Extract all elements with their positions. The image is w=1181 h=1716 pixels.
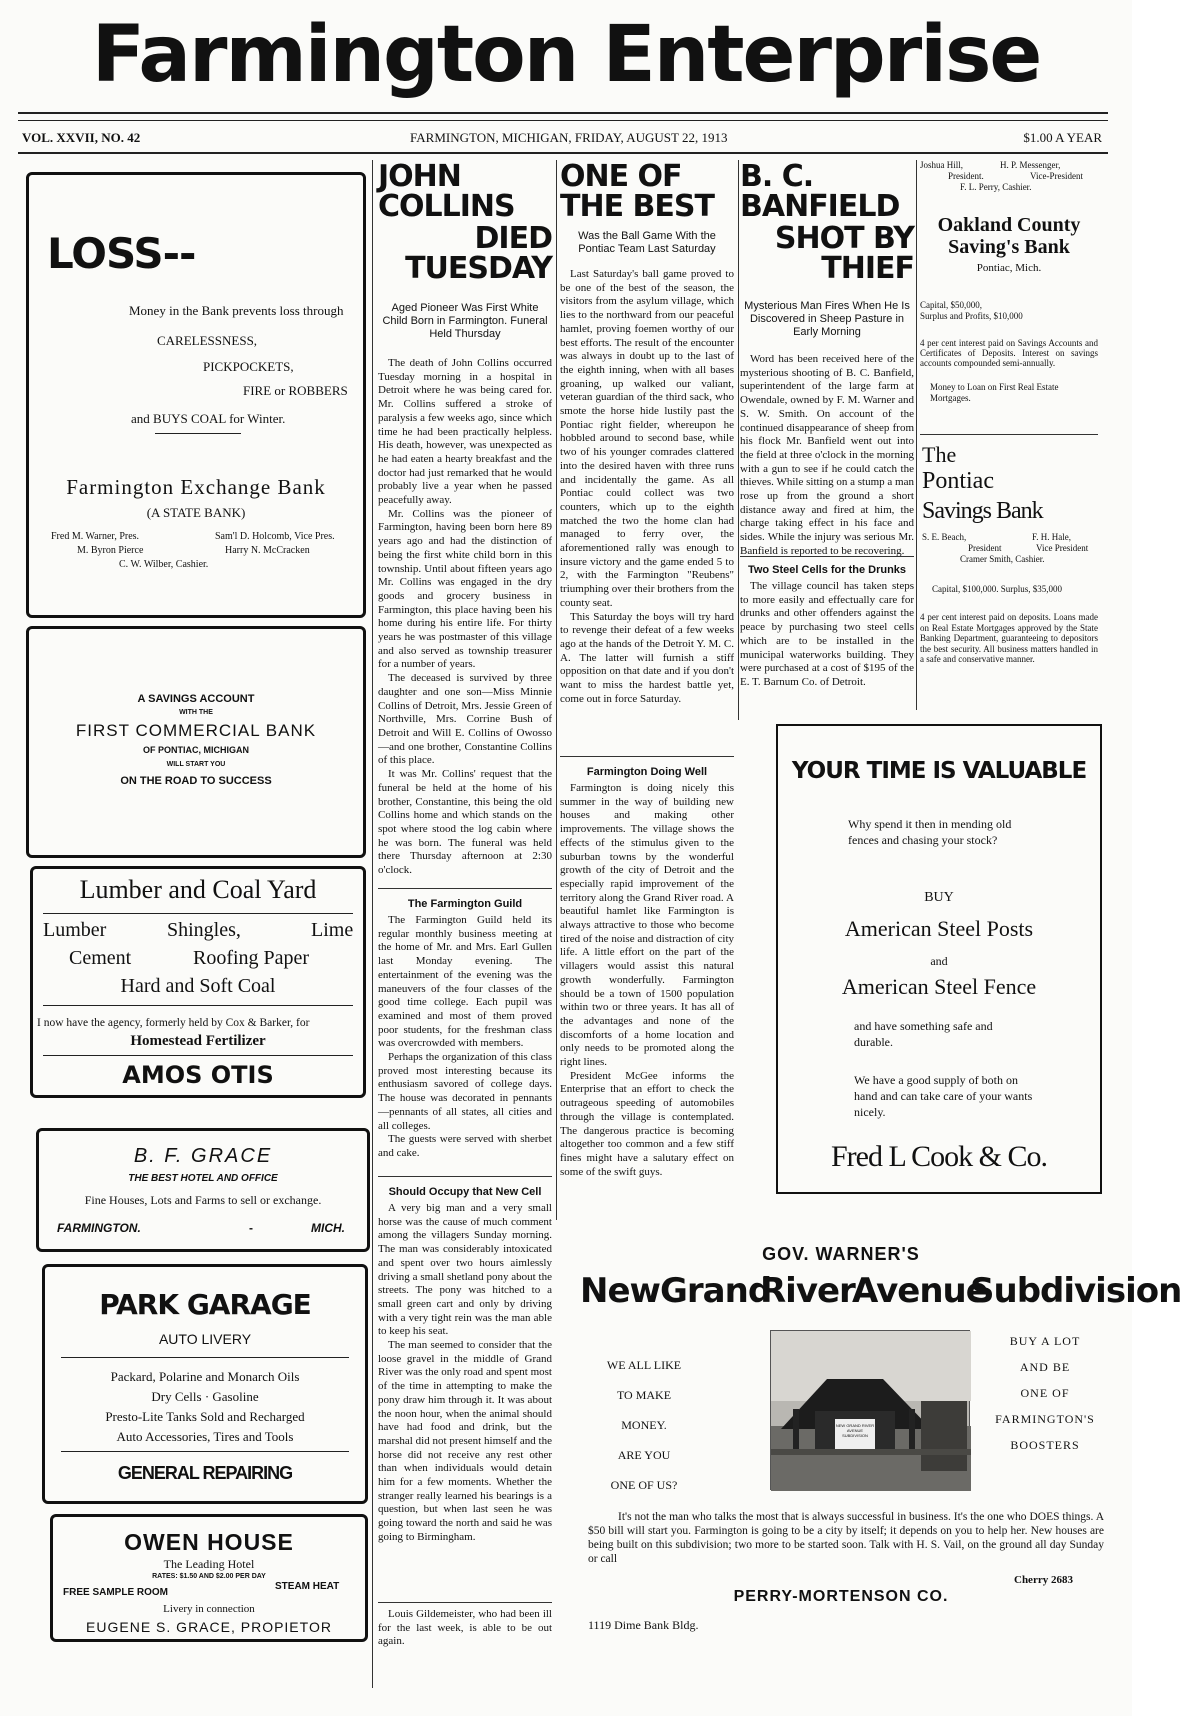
officer: President. bbox=[948, 171, 984, 181]
officer: F. L. Perry, Cashier. bbox=[960, 182, 1032, 192]
divider bbox=[740, 556, 914, 557]
ad-text: 4 per cent interest paid on Savings Accounts and Certificates of Deposits. Interest on savings accounts compounded semi-annually. bbox=[920, 338, 1098, 368]
paragraph: The guests were served with sherbet and cake. bbox=[378, 1133, 552, 1159]
paragraph: A very big man and a very small horse was the cause of much comment among the villagers Sunday morning. The man was considerably intoxicated and spent over two hours aimlessly driving a small shetland pony about the streets. The pony was hitched to a small green cart and only by driving with a very tight rein was the man able to keep his seat. bbox=[378, 1202, 552, 1338]
photo-sign-text: NEW GRAND RIVER AVENUE SUBDIVISION bbox=[835, 1423, 875, 1438]
officer: Joshua Hill, bbox=[920, 160, 964, 170]
ad-text: Lumber bbox=[43, 919, 107, 941]
paragraph: Farmington is doing nicely this summer in the way of building new houses and making other improvements. The village shows the effects of the stimulus given to the suburban towns by the wonderful growth of the city of Detroit and the especially rapid improvement of the territory along the Grand River road. A beautiful hamlet like Farmington is always attractive to those who become tired of the noise and distraction of city life. A little effort on the part of the villagers would assist this natural growth wonderfully. Farmington should be a town of 1500 population within two or three years. It has all of the advantages and none of the discomforts of a home location and only needs to be promoted along the right lines. bbox=[560, 782, 734, 1069]
ad-text: ON THE ROAD TO SUCCESS bbox=[120, 775, 272, 787]
ad-text: FARMINGTON. bbox=[57, 1221, 141, 1235]
article-guild bbox=[378, 892, 552, 1180]
ad-text: Surplus and Profits, $10,000 bbox=[920, 311, 1023, 321]
ad-text: ARE YOU bbox=[617, 1448, 671, 1462]
headline: Farmington Doing Well bbox=[586, 766, 708, 778]
bank-name: Pontiac bbox=[922, 468, 994, 494]
ad-text: Why spend it then in mending old fences and chasing your stock? bbox=[848, 817, 1012, 847]
masthead-rule-mid bbox=[18, 120, 1108, 121]
headline: DIED TUESDAY bbox=[405, 221, 552, 286]
headline: JOHN COLLINS bbox=[378, 159, 515, 224]
column-divider bbox=[738, 160, 739, 720]
subscription-price: $1.00 A YEAR bbox=[1023, 130, 1102, 145]
article-body bbox=[560, 782, 734, 1218]
ad-address: 1119 Dime Bank Bldg. bbox=[588, 1618, 699, 1632]
divider bbox=[43, 1005, 353, 1006]
ad-phone: Cherry 2683 bbox=[1014, 1574, 1073, 1586]
ad-text: Fine Houses, Lots and Farms to sell or exchange. bbox=[84, 1193, 322, 1207]
ad-text: Livery in connection bbox=[163, 1603, 255, 1615]
ad-text: 4 per cent interest paid on deposits. Loans made on Real Estate Mortgages approved by the State Banking Department, guaranteeing to depositors the best security. All business matters handled in a safe and conservative manner. bbox=[920, 612, 1098, 664]
article-doing-well bbox=[560, 760, 734, 1218]
ad-bf-grace bbox=[36, 1128, 370, 1252]
ad-right-slogan bbox=[988, 1328, 1102, 1458]
article-steel-cells bbox=[740, 558, 914, 716]
ad-text: and bbox=[930, 954, 948, 968]
headline: ONE OF THE BEST bbox=[560, 159, 714, 224]
ad-subtitle: AUTO LIVERY bbox=[158, 1331, 252, 1347]
bank-name: The bbox=[922, 442, 957, 467]
ad-title: Subdivision bbox=[970, 1271, 1181, 1311]
article-body bbox=[560, 268, 734, 764]
paragraph: The death of John Collins occurred Tuesday morning in a hospital in Detroit where he was being cared for. Mr. Collins suffered a stroke of paralysis a few weeks ago, since which time he had been practically helpless. His death, however, was unexpected as he had eaten a hearty breakfast and the doctor had just remarked that he would probably live a year when he passed peacefully away. bbox=[378, 357, 552, 507]
ad-text: ONE OF bbox=[1020, 1386, 1070, 1400]
ad-title: River bbox=[760, 1271, 855, 1311]
ad-text: BOOSTERS bbox=[1010, 1438, 1080, 1452]
bank-name: Savings Bank bbox=[922, 498, 1043, 524]
volume-number: VOL. XXVII, NO. 42 bbox=[22, 130, 141, 145]
ad-text: ONE OF US? bbox=[610, 1478, 678, 1492]
ad-text: Lime bbox=[311, 919, 354, 941]
ad-text: FARMINGTON'S bbox=[995, 1412, 1095, 1426]
ad-text: MICH. bbox=[311, 1221, 345, 1235]
ad-text: Presto-Lite Tanks Sold and Recharged bbox=[105, 1409, 305, 1424]
ad-left-slogan bbox=[594, 1350, 694, 1500]
subdivision-photo bbox=[770, 1330, 970, 1490]
officer: Cramer Smith, Cashier. bbox=[960, 554, 1045, 564]
article-gildemeister bbox=[378, 1608, 552, 1652]
divider bbox=[378, 1602, 552, 1603]
ad-text: AND BE bbox=[1019, 1360, 1071, 1374]
ad-text: A SAVINGS ACCOUNT bbox=[137, 693, 255, 705]
divider bbox=[378, 888, 552, 889]
building-icon bbox=[771, 1331, 971, 1491]
ad-text: WILL START YOU bbox=[166, 761, 226, 768]
ad-text: CARELESSNESS, bbox=[157, 333, 258, 348]
article-banfield bbox=[740, 159, 914, 599]
ad-text: OF PONTIAC, MICHIGAN bbox=[143, 745, 249, 755]
article-body bbox=[378, 357, 552, 957]
ad-text: FREE SAMPLE ROOM bbox=[63, 1587, 169, 1598]
ad-text: and BUYS COAL for Winter. bbox=[131, 411, 286, 426]
ad-text: Shingles, bbox=[167, 919, 241, 941]
ad-text: The Leading Hotel bbox=[163, 1557, 255, 1571]
bank-name: Oakland County bbox=[937, 214, 1081, 236]
ad-text: FIRE or ROBBERS bbox=[243, 383, 348, 398]
ad-title: B. F. GRACE bbox=[133, 1145, 273, 1167]
ad-text: Homestead Fertilizer bbox=[130, 1033, 266, 1049]
ad-text: Pontiac, Mich. bbox=[976, 262, 1042, 274]
ad-title: New bbox=[580, 1271, 660, 1311]
ad-text: WE ALL LIKE bbox=[606, 1358, 682, 1372]
ad-subtitle: GOV. WARNER'S bbox=[762, 1244, 920, 1264]
deck: Was the Ball Game With the Pontiac Team Last Saturday bbox=[578, 230, 716, 255]
paragraph: Mr. Collins was the pioneer of Farmington, having been born here 89 years ago and had the distinction of being the first white child born in this township. Until about fifteen years ago Mr. Collins was engaged in the dry goods and grocery business in Farmington, this place having been his home during his entire life. For thirty years he was postmaster of this village and also served as township treasurer for a number of years. bbox=[378, 507, 552, 671]
advertiser-name: AMOS OTIS bbox=[122, 1061, 274, 1089]
ad-text: MONEY. bbox=[621, 1418, 667, 1432]
ad-text: BUY A LOT bbox=[1009, 1334, 1081, 1348]
ad-text: Roofing Paper bbox=[193, 947, 310, 969]
ad-fred-l-cook bbox=[776, 724, 1102, 1194]
ad-text: Dry Cells · Gasoline bbox=[151, 1389, 259, 1404]
ad-text: GENERAL REPAIRING bbox=[117, 1463, 293, 1483]
bank-name: Farmington Exchange Bank bbox=[66, 475, 326, 499]
officer: Vice President bbox=[1036, 543, 1089, 553]
ad-text: American Steel Posts bbox=[844, 916, 1034, 941]
headline: SHOT BY THIEF bbox=[774, 221, 914, 286]
ad-title: Avenue bbox=[852, 1271, 988, 1311]
ad-pontiac-savings-bank bbox=[920, 438, 1098, 706]
ad-text: PICKPOCKETS, bbox=[203, 359, 294, 374]
paragraph: President McGee informs the Enterprise that an effort to check the outrageous speeding of automobiles through the village is contemplated. The dangerous practice is becoming altogether too common and a few stiff fines might have a salutary effect on some of the swift guys. bbox=[560, 1069, 734, 1178]
ad-text: Money in the Bank prevents loss through bbox=[129, 303, 344, 318]
place-date: FARMINGTON, MICHIGAN, FRIDAY, AUGUST 22, 1913 bbox=[410, 130, 728, 145]
article-body bbox=[378, 914, 552, 1180]
paragraph: The deceased is survived by three daughter and one son—Miss Minnie Collins of Detroit, Mrs. Jessie Green of Northville, Mrs. Corrine Bush of Detroit and Will E. Collins of Owosso—and one brother, Constantine Collins of this place. bbox=[378, 672, 552, 767]
headline: B. C. BANFIELD bbox=[740, 159, 900, 224]
bank-name: Saving's Bank bbox=[948, 236, 1070, 258]
paragraph: Word has been received here of the mysterious shooting of B. C. Banfield, superintendent of the large farm at Owendale, owned by F. M. Warner and S. W. Smith. On account of the continued disappearance of sheep from his flock Mr. Banfield went out into the field at three o'clock in the morning with a gun to see if he could catch the thieves. While sitting on a stump a man rose up from the ground a short distance away and fired at him, the charge taking effect in his face and sides. While the injury was serious Mr. Banfield is reported to be recovering. bbox=[740, 353, 914, 557]
divider bbox=[378, 1176, 552, 1177]
officer: President bbox=[968, 543, 1002, 553]
article-body bbox=[378, 1202, 552, 1608]
ad-text: Auto Accessories, Tires and Tools bbox=[116, 1429, 294, 1444]
headline: Two Steel Cells for the Drunks bbox=[747, 564, 907, 576]
ad-farmington-exchange-bank bbox=[26, 172, 366, 618]
advertiser-name: Fred L Cook & Co. bbox=[830, 1140, 1048, 1173]
officer: H. P. Messenger, bbox=[1000, 160, 1061, 170]
ad-first-commercial-bank bbox=[26, 626, 366, 858]
ad-text: Capital, $50,000, bbox=[920, 300, 982, 310]
paragraph: The Farmington Guild held its regular monthly business meeting at the home of Mr. and Mrs. Earl Gullen last Monday evening. The entertainment of the evening was the maneuvers of the four classes of the good time college. Each pupil was examined and most of them proved poor students, for the freshman class was overcrowded with members. bbox=[378, 914, 552, 1050]
ad-park-garage bbox=[42, 1264, 368, 1504]
deck: Mysterious Man Fires When He Is Discovered in Sheep Pasture in Early Morning bbox=[744, 300, 910, 338]
officer: Fred M. Warner, Pres. bbox=[51, 531, 140, 542]
ad-text: Cement bbox=[69, 947, 132, 969]
ad-oakland-county-savings-bank bbox=[920, 160, 1098, 430]
deck: Aged Pioneer Was First White Child Born in Farmington. Funeral Held Thursday bbox=[382, 302, 548, 340]
officer: Harry N. McCracken bbox=[225, 545, 310, 556]
dateline bbox=[18, 127, 1108, 149]
divider bbox=[560, 756, 734, 757]
article-ball-game bbox=[560, 159, 734, 764]
column-divider bbox=[916, 160, 917, 710]
ad-text: BUY bbox=[924, 890, 954, 905]
ad-text: Capital, $100,000. Surplus, $35,000 bbox=[932, 584, 1062, 594]
ad-text: We have a good supply of both on hand and can take care of your wants nicely. bbox=[854, 1073, 1033, 1119]
headline: Should Occupy that New Cell bbox=[388, 1186, 542, 1198]
officer: M. Byron Pierce bbox=[77, 545, 144, 556]
ad-text: TO MAKE bbox=[616, 1388, 672, 1402]
paragraph: Last Saturday's ball game proved to be one of the best of the season, the visitors from the asylum village, which lies to the northward from our peaceful hamlet, proving foemen worthy of our best efforts. The result of the encounter was always in doubt up to the last of the eighth inning, when with all bases groaning, up walked our valiant, veteran guardian of the third sack, who smote the horse hide lustily past the Pontiac right fielder, whereupon he hobbled around to second base, while two of his younger comrades clattered into the desired haven with three runs and incidentally the game. As all Pontiac could collect was two counters, which up to the eighth matched the two the home clan had managed to ferry over, the aforementioned rally was enough to insure victory and the game ended 5 to 2, with the Farmington "Reubens" triumphing over their brothers from the county seat. bbox=[560, 268, 734, 609]
officer: Vice-President bbox=[1030, 171, 1083, 181]
bank-name: FIRST COMMERCIAL BANK bbox=[75, 721, 317, 740]
advertiser-name: PERRY-MORTENSON CO. bbox=[733, 1588, 949, 1605]
divider bbox=[155, 433, 241, 434]
ad-text: and have something safe and durable. bbox=[854, 1019, 993, 1049]
ad-title: YOUR TIME IS VALUABLE bbox=[791, 758, 1087, 784]
ad-title: LOSS-- bbox=[47, 229, 196, 278]
article-new-cell bbox=[378, 1180, 552, 1608]
divider bbox=[61, 1451, 349, 1452]
divider bbox=[43, 913, 353, 914]
article-collins bbox=[378, 159, 552, 957]
ad-text: I now have the agency, formerly held by Cox & Barker, for bbox=[37, 1017, 310, 1029]
ad-text: STEAM HEAT bbox=[275, 1581, 340, 1592]
ad-grand-river-subdivision bbox=[576, 1244, 1181, 1664]
officer: F. H. Hale, bbox=[1032, 532, 1072, 542]
paragraph: Perhaps the organization of this class proved most interesting because its enthusiasm savored of college days. The house was decorated in pennants—pennants of all states, all cities and all colleges. bbox=[378, 1051, 552, 1132]
paragraph: Louis Gildemeister, who had been ill for the last week, is able to be out again. bbox=[378, 1608, 552, 1648]
paragraph: This Saturday the boys will try hard to revenge their defeat of a few weeks ago at the hands of the Detroit Y. M. C. A. The latter will furnish a stiff opposition on that date and if you don't want to miss the hardest battle yet, come out in force Saturday. bbox=[560, 610, 734, 705]
ad-lumber-coal-yard bbox=[30, 866, 366, 1098]
officer: C. W. Wilber, Cashier. bbox=[119, 559, 209, 570]
ad-body: It's not the man who talks the most that is always successful in business. It's the one who DOES things. A $50 bill will start you. Farmington is going to be a city by itself; it depends on you to help her. New houses are being built on this subdivision; two more to be started soon. Talk with H. S. Vail, on the ground all day Sunday or call bbox=[588, 1511, 1104, 1565]
ad-owen-house bbox=[50, 1514, 368, 1642]
divider bbox=[920, 434, 1098, 435]
ad-text: Money to Loan on First Real Estate Mortgages. bbox=[930, 382, 1059, 403]
divider bbox=[61, 1357, 349, 1358]
dateline-rule bbox=[18, 152, 1108, 154]
ad-title: Lumber and Coal Yard bbox=[79, 875, 317, 904]
article-body bbox=[740, 580, 914, 716]
bank-subtitle: (A STATE BANK) bbox=[146, 505, 246, 520]
ad-title: Grand bbox=[660, 1271, 772, 1311]
column-divider bbox=[556, 160, 557, 1220]
ad-text: WITH THE bbox=[179, 709, 213, 716]
ad-text: EUGENE S. GRACE, PROPIETOR bbox=[86, 1619, 332, 1635]
officer: S. E. Beach, bbox=[922, 532, 967, 542]
headline: The Farmington Guild bbox=[407, 898, 523, 910]
ad-text: Hard and Soft Coal bbox=[120, 975, 276, 997]
paragraph: It was Mr. Collins' request that the funeral be held at the home of his brother, Constantine, this being the old Collins home and which stands on the spot where stood the log cabin where he was born. The funeral was held there Thursday afternoon at 2:30 o'clock. bbox=[378, 768, 552, 877]
paragraph: The man seemed to consider that the loose gravel in the middle of Grand River was the only road and spent most of the time in attempting to make the pony draw him through it. It was about the noon hour, when the animal should have had food and drink, but the marshal did not present himself and the horse did not receive any rest other than when individuals would detain him for a few moments. Whether the stranger really learned his bearings is a question, but when last seen he was going toward the north and said he was going to Birmingham. bbox=[378, 1339, 552, 1543]
ad-text: THE BEST HOTEL AND OFFICE bbox=[128, 1173, 278, 1184]
officer: Sam'l D. Holcomb, Vice Pres. bbox=[215, 531, 335, 542]
ad-text: American Steel Fence bbox=[841, 974, 1037, 999]
divider bbox=[43, 1055, 353, 1056]
ad-text: - bbox=[249, 1221, 253, 1235]
column-divider bbox=[372, 160, 373, 1688]
masthead-rule-top bbox=[18, 112, 1108, 114]
ad-title: PARK GARAGE bbox=[99, 1288, 311, 1321]
ad-text: RATES: $1.50 AND $2.00 PER DAY bbox=[152, 1573, 266, 1580]
paragraph: The village council has taken steps to more easily and effectually care for drunks and other offenders against the peace by purchasing two steel cells which are to be installed in the municipal waterworks building. They were purchased at a cost of $195 of the E. T. Barnum Co. of Detroit. bbox=[740, 580, 914, 688]
ad-title: OWEN HOUSE bbox=[124, 1529, 294, 1555]
ad-text: Packard, Polarine and Monarch Oils bbox=[110, 1369, 300, 1384]
masthead: Farmington Enterprise bbox=[91, 10, 1041, 100]
